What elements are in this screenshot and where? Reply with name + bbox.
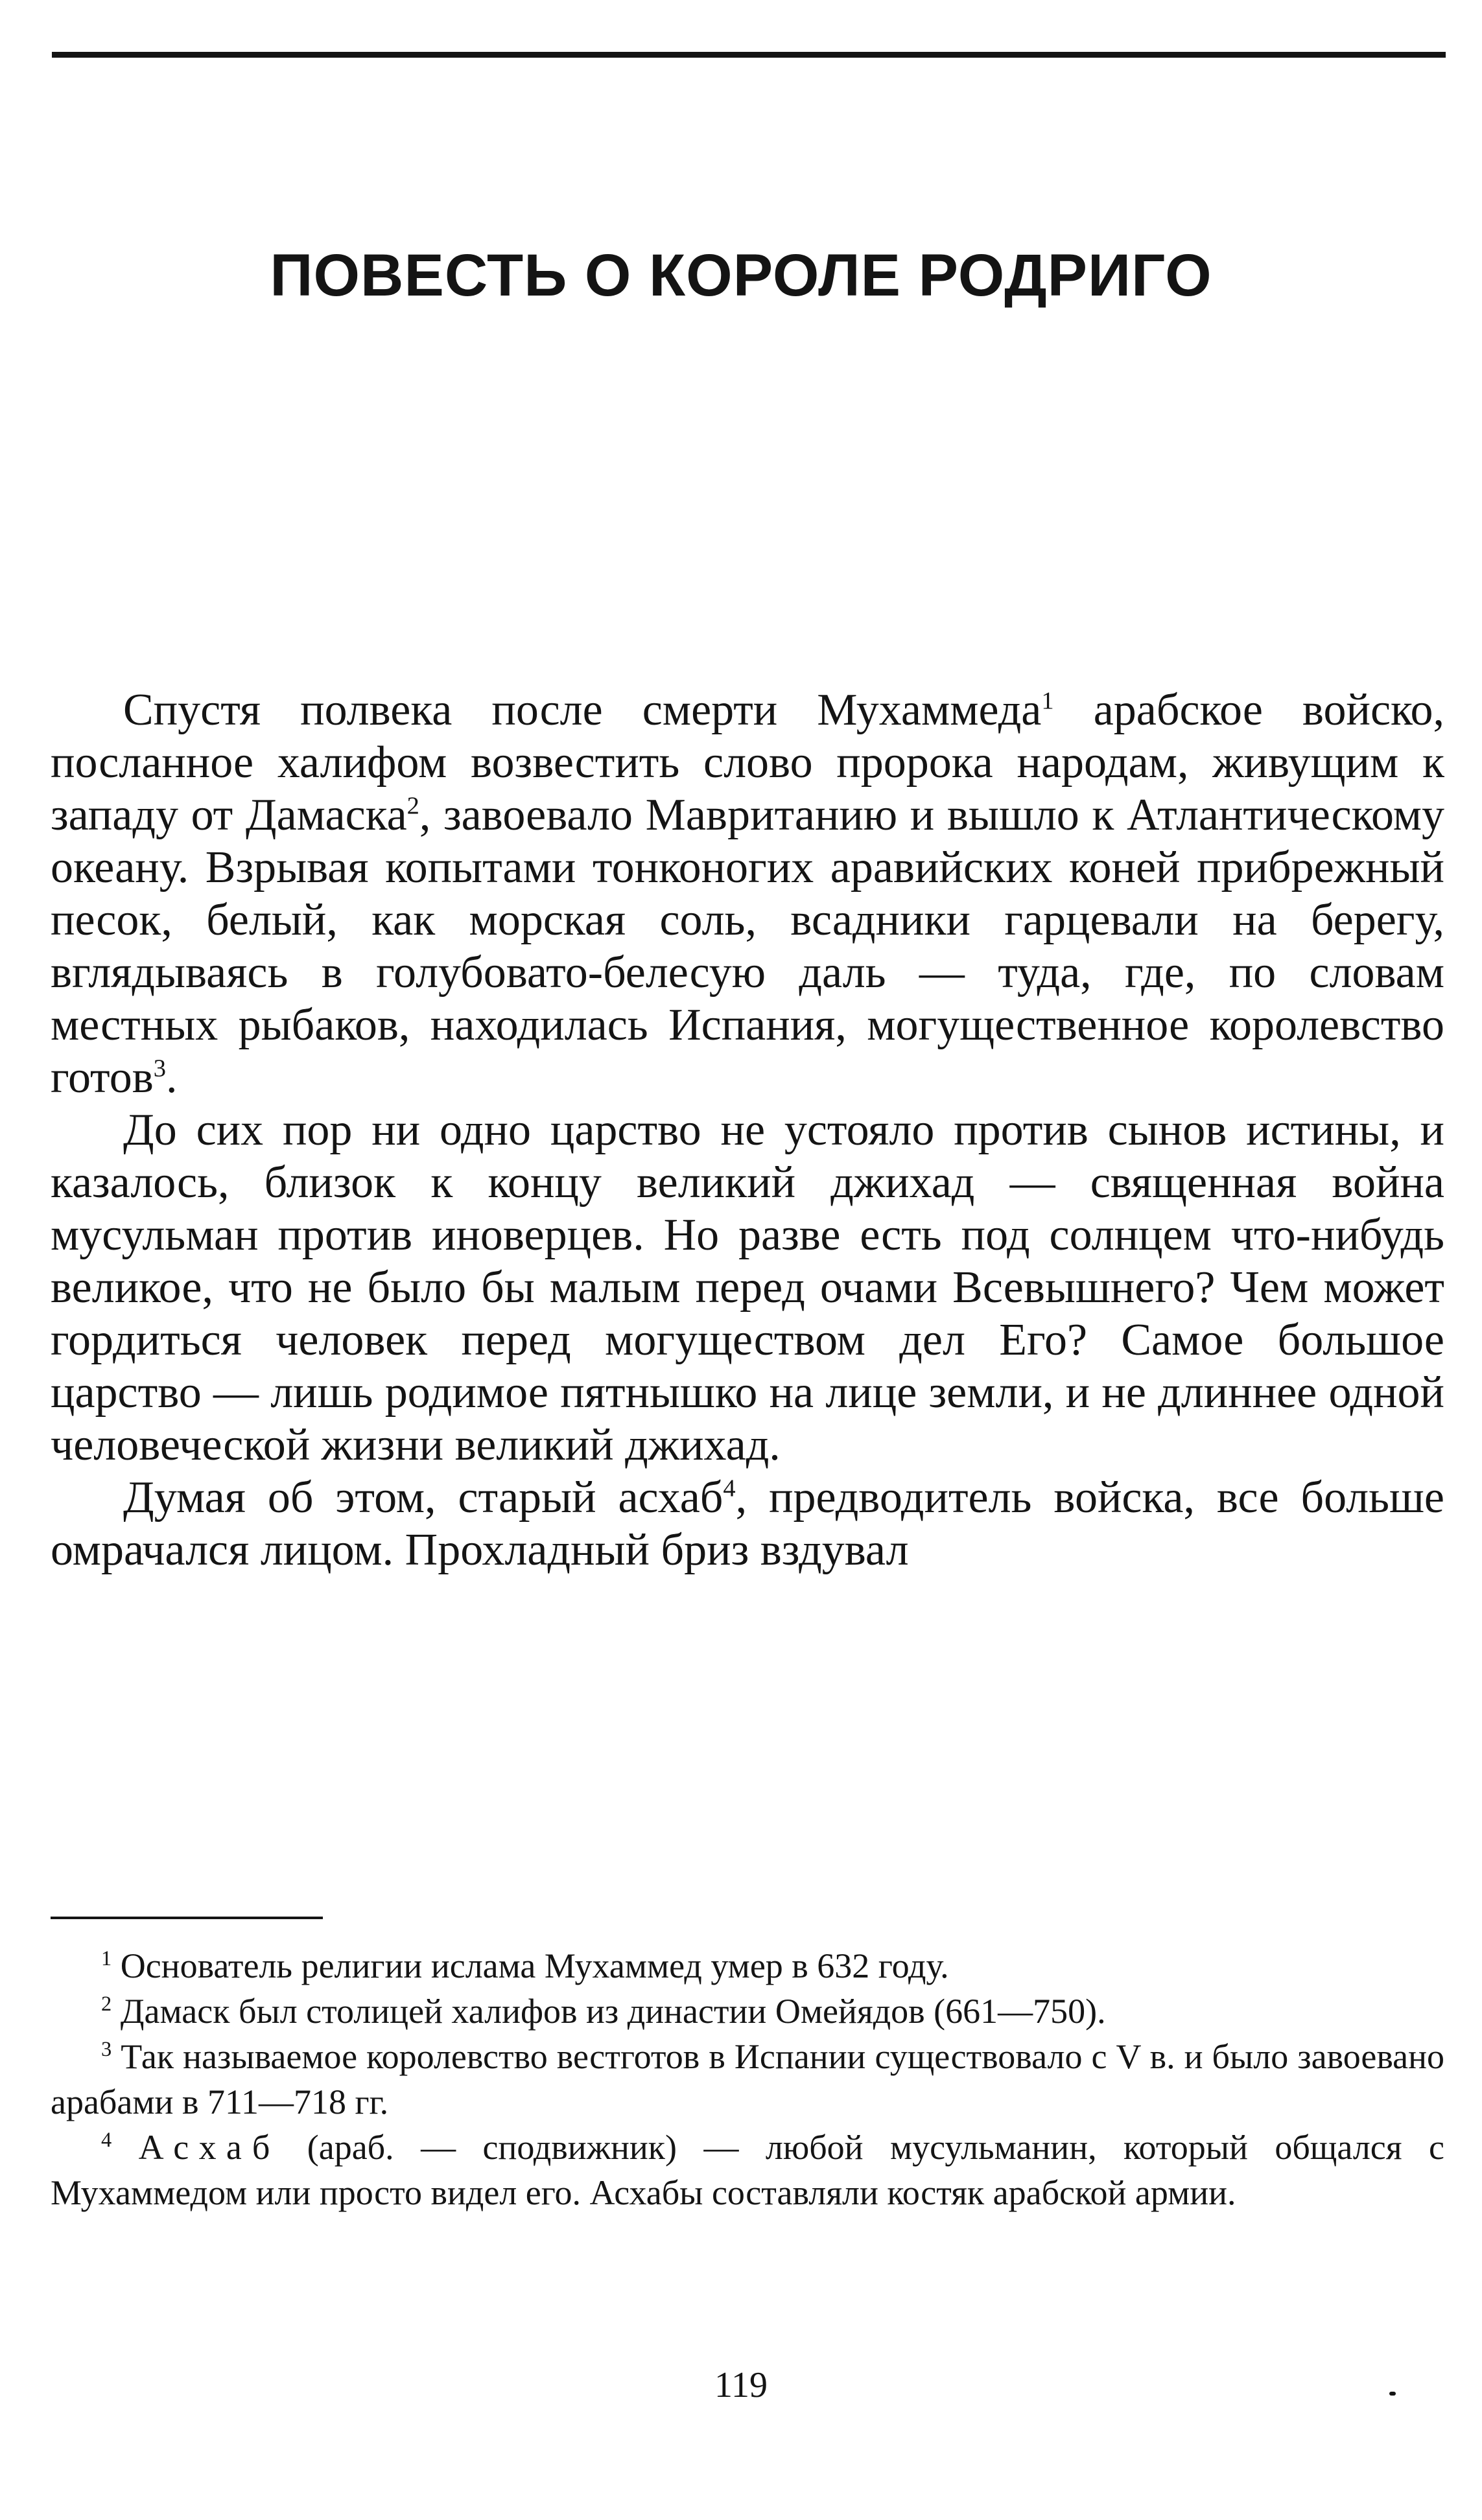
footnote-ref-2[interactable]: 2 — [406, 792, 419, 820]
footnote-text: (араб. — сподвижник) — любой мусульманин, который общался с Мухаммедом или просто видел его. Асхабы составляли костяк арабской армии. — [51, 2128, 1444, 2212]
paragraph-text: Думая об этом, старый асхаб — [123, 1473, 723, 1522]
paragraph-3 — [51, 1471, 1444, 1576]
footnote-2 — [51, 1989, 1444, 2034]
paragraph-text: арабское войско, посланное халифом возвестить слово пророка народам, живущим к западу от Дамаска — [51, 685, 1444, 840]
footnote-text: Дамаск был столицей халифов из династии Омейядов (661—750). — [112, 1992, 1106, 2031]
page-number: 119 — [714, 2365, 768, 2405]
footnote-1 — [51, 1943, 1444, 1989]
footnote-3 — [51, 2034, 1444, 2125]
footnotes — [51, 1943, 1444, 2215]
paragraph-text: Спустя полвека после смерти Мухаммеда — [123, 685, 1042, 735]
main-text — [51, 684, 1444, 1576]
paragraph-text: , предводитель войска, все больше омрачался лицом. Прохладный бриз вздувал — [51, 1473, 1444, 1575]
paragraph-2: До сих пор ни одно царство не устояло против сынов истины, и казалось, близок к концу великий джихад — священная война мусульман против иноверцев. Но разве есть под солнцем что-нибудь великое, что не было бы малым перед очами Всевышнего? Чем может гордиться человек перед могуществом дел Его? Самое большое царство — лишь родимое пятнышко на лице земли, и не длиннее одной человеческой жизни великий джихад. — [51, 1105, 1444, 1470]
footnote-text: Основатель религии ислама Мухаммед умер в 632 году. — [112, 1946, 949, 1985]
footnote-term: Асхаб — [138, 2128, 281, 2167]
footnote-ref-1[interactable]: 1 — [1041, 687, 1054, 715]
paragraph-1 — [51, 684, 1444, 1104]
footnote-number: 2 — [101, 1992, 112, 2016]
footnote-separator — [51, 1917, 323, 1919]
chapter-title: ПОВЕСТЬ О КОРОЛЕ РОДРИГО — [270, 242, 1212, 309]
footnote-4 — [51, 2125, 1444, 2215]
footnote-number: 3 — [101, 2038, 112, 2061]
footnote-ref-4[interactable]: 4 — [723, 1475, 736, 1502]
footnote-text: Так называемое королевство вестготов в Испании существовало с V в. и было завоевано арабами в 711—718 гг. — [51, 2037, 1444, 2121]
paragraph-text: . — [166, 1053, 178, 1102]
footnote-number: 4 — [101, 2129, 112, 2152]
top-rule — [52, 52, 1446, 58]
footnote-ref-3[interactable]: 3 — [153, 1055, 167, 1082]
paragraph-text: , завоевало Мавританию и вышло к Атлантическому океану. Взрывая копытами тонконогих аравийских коней прибрежный песок, белый, как морская соль, всадники гарцевали на берегу, вглядываясь в голубовато-белесую даль — туда, где, по словам местных рыбаков, находилась Испания, могущественное королевство готов — [51, 790, 1444, 1102]
scan-speck — [1389, 2392, 1396, 2396]
footnote-number: 1 — [101, 1947, 112, 1970]
